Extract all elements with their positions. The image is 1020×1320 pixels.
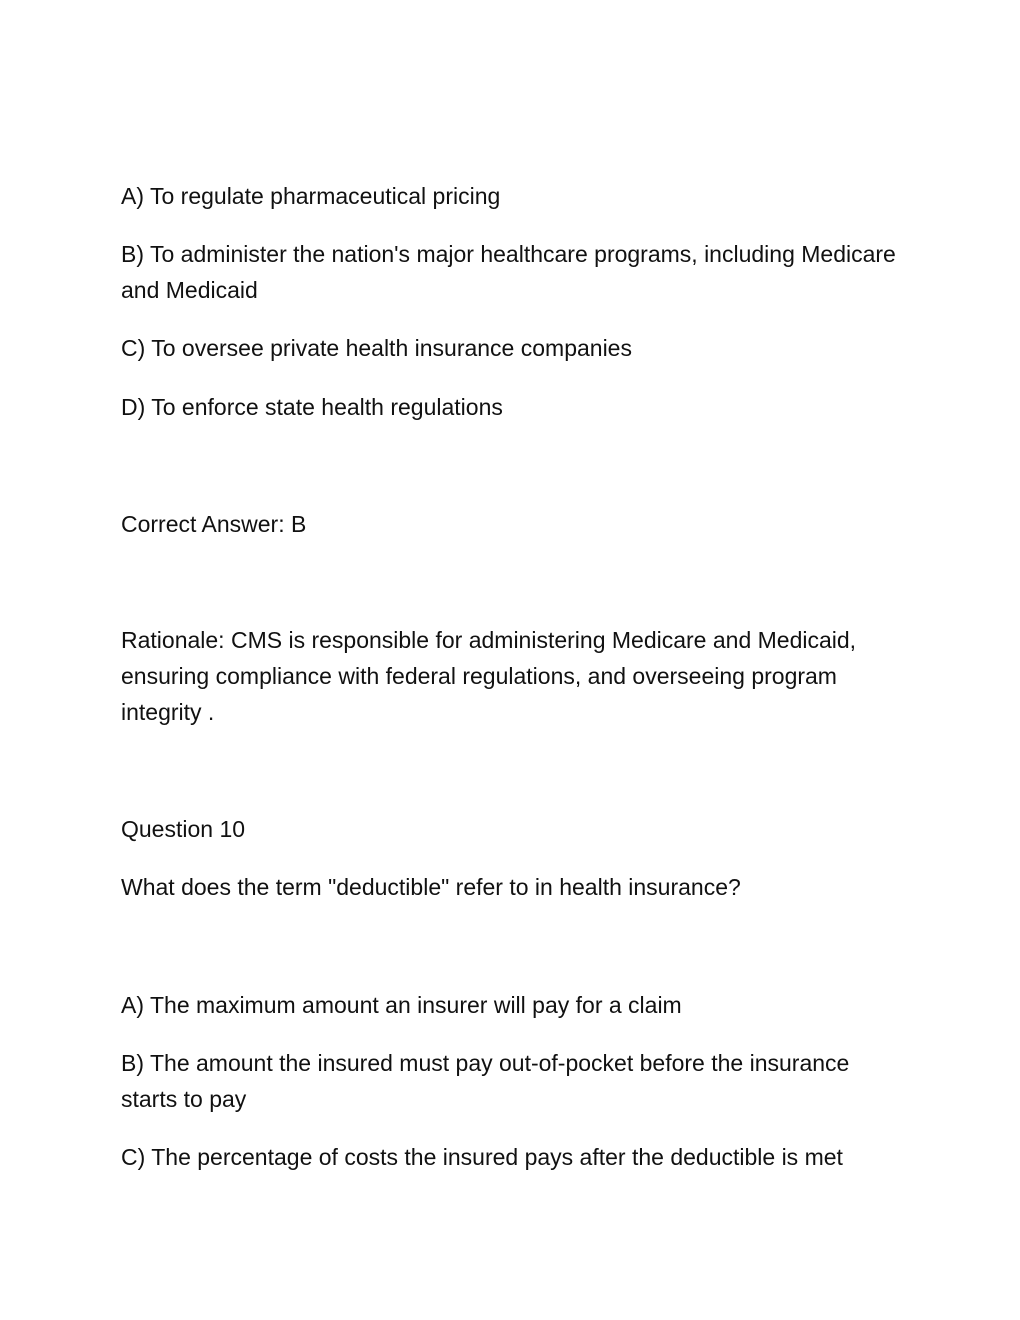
q10-question: What does the term "deductible" refer to in health insurance? <box>121 874 741 900</box>
q10-option-a: A) The maximum amount an insurer will pay for a claim <box>121 992 682 1018</box>
q10-heading: Question 10 <box>121 816 246 842</box>
q9-option-c: C) To oversee private health insurance companies <box>121 335 632 361</box>
q10-option-b: B) The amount the insured must pay out-of-pocket before the insurance starts to pay <box>121 1050 850 1112</box>
q10-option-c: C) The percentage of costs the insured pays after the deductible is met <box>121 1144 843 1170</box>
q9-rationale: Rationale: CMS is responsible for administering Medicare and Medicaid, ensuring compliance with federal regulations, and overseeing program integrity . <box>121 627 857 725</box>
q9-option-b: B) To administer the nation's major healthcare programs, including Medicare and Medicaid <box>121 241 896 303</box>
q9-option-a: A) To regulate pharmaceutical pricing <box>121 183 501 209</box>
q9-option-d: D) To enforce state health regulations <box>121 394 503 420</box>
q9-correct-answer: Correct Answer: B <box>121 511 307 537</box>
